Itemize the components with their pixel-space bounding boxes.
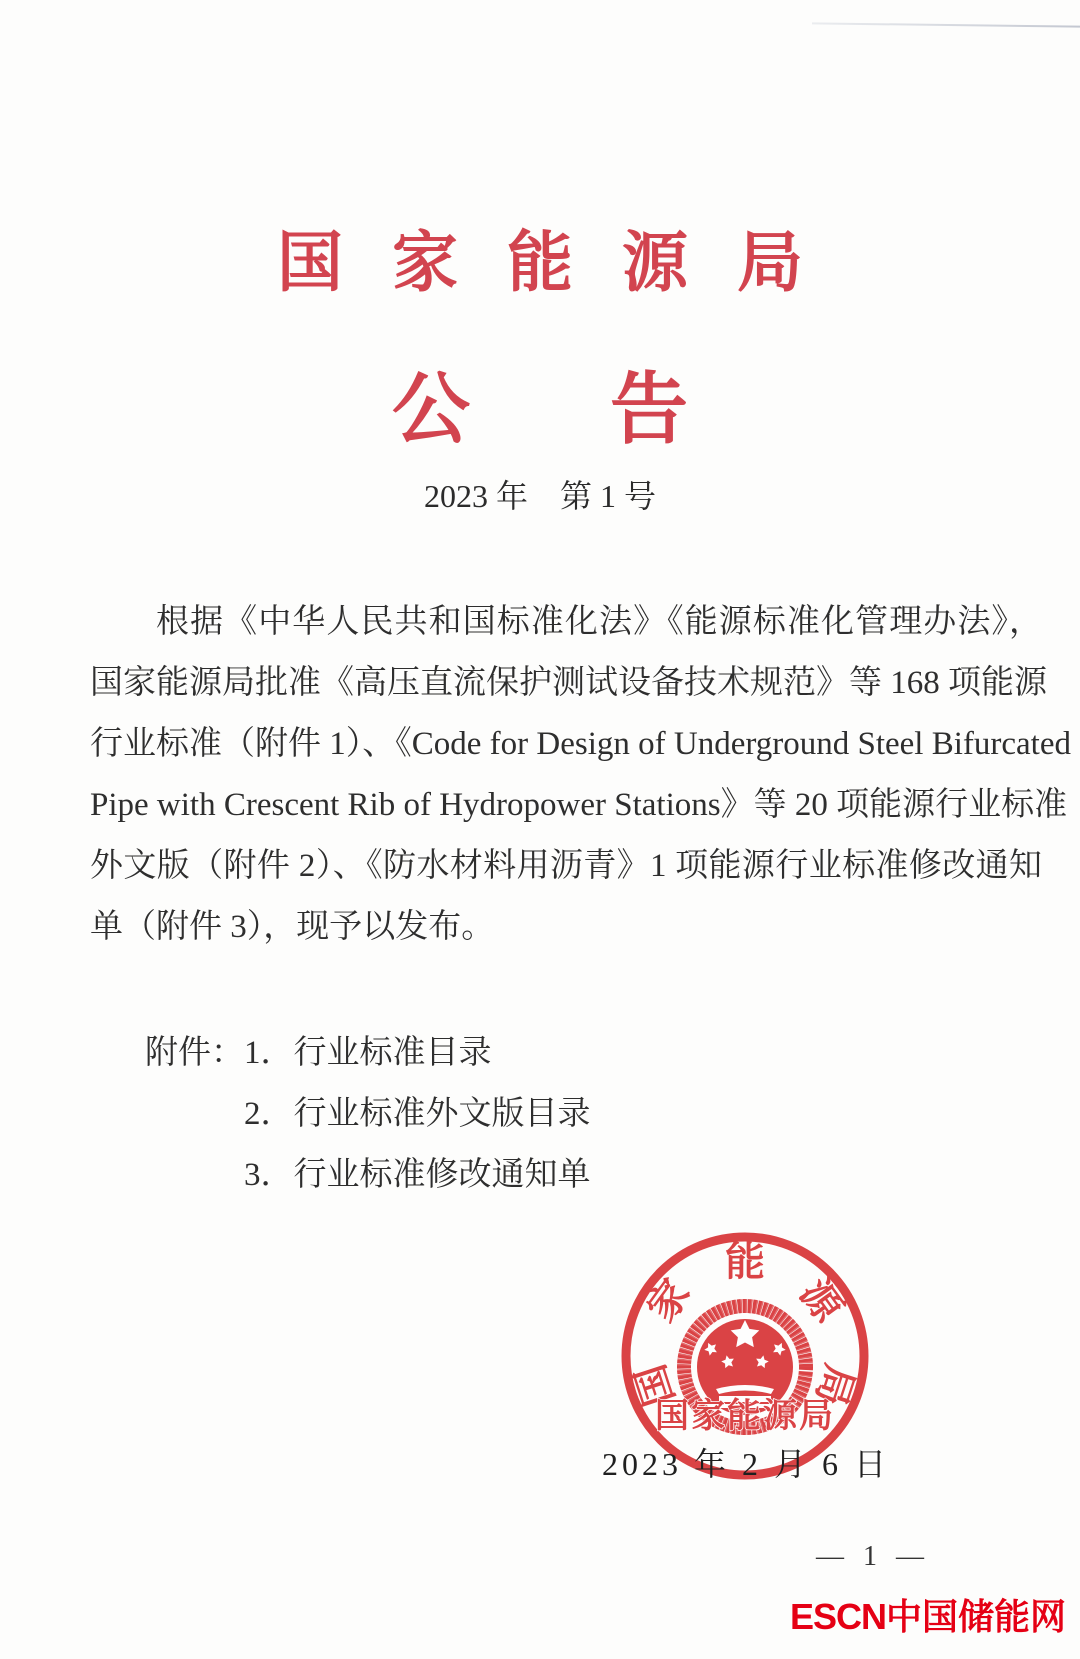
body-line: Pipe with Crescent Rib of Hydropower Stations》等 20 项能源行业标准 (90, 787, 1068, 823)
attachment-item: 3．行业标准修改通知单 (244, 1157, 591, 1193)
svg-text:源: 源 (791, 1271, 852, 1330)
agency-title: 国家能源局 (277, 227, 852, 300)
seal-bottom-text: 国家能源局 (655, 1398, 835, 1435)
body-paragraph (90, 592, 1071, 958)
attachment-row (145, 1145, 945, 1206)
attachment-row (145, 1023, 945, 1084)
page-number: — 1 — (816, 1541, 930, 1572)
announcement-title: 公告 (391, 366, 828, 453)
svg-text:能: 能 (725, 1239, 765, 1284)
attachments-list (145, 1023, 945, 1206)
escn-logo-cn: 中国储能网 (885, 1596, 1066, 1637)
attachments-label: 附件： (145, 1035, 244, 1071)
escn-logo (790, 1596, 1066, 1638)
body-line: 行业标准（附件 1）、《Code for Design of Underground Steel Bifurcated (90, 726, 1071, 762)
attachment-row (145, 1084, 945, 1145)
body-line: 外文版（附件 2）、《防水材料用沥青》1 项能源行业标准修改通知 (90, 848, 1042, 884)
svg-text:国: 国 (627, 1359, 683, 1412)
scan-artifact-line (812, 22, 1080, 27)
body-line: 根据《中华人民共和国标准化法》《能源标准化管理办法》， (156, 604, 1042, 640)
issue-number: 2023 年 第 1 号 (423, 478, 656, 514)
body-line: 国家能源局批准《高压直流保护测试设备技术规范》等 168 项能源 (90, 665, 1047, 701)
issue-date: 2023 年 2 月 6 日 (601, 1446, 890, 1482)
svg-text:家: 家 (638, 1271, 699, 1330)
attachment-item: 2．行业标准外文版目录 (244, 1096, 591, 1132)
body-line: 单（附件 3），现予以发布。 (90, 909, 495, 945)
escn-logo-en: ESCN (789, 1596, 886, 1637)
svg-text:局: 局 (807, 1359, 863, 1412)
attachment-item: 1．行业标准目录 (244, 1035, 492, 1071)
